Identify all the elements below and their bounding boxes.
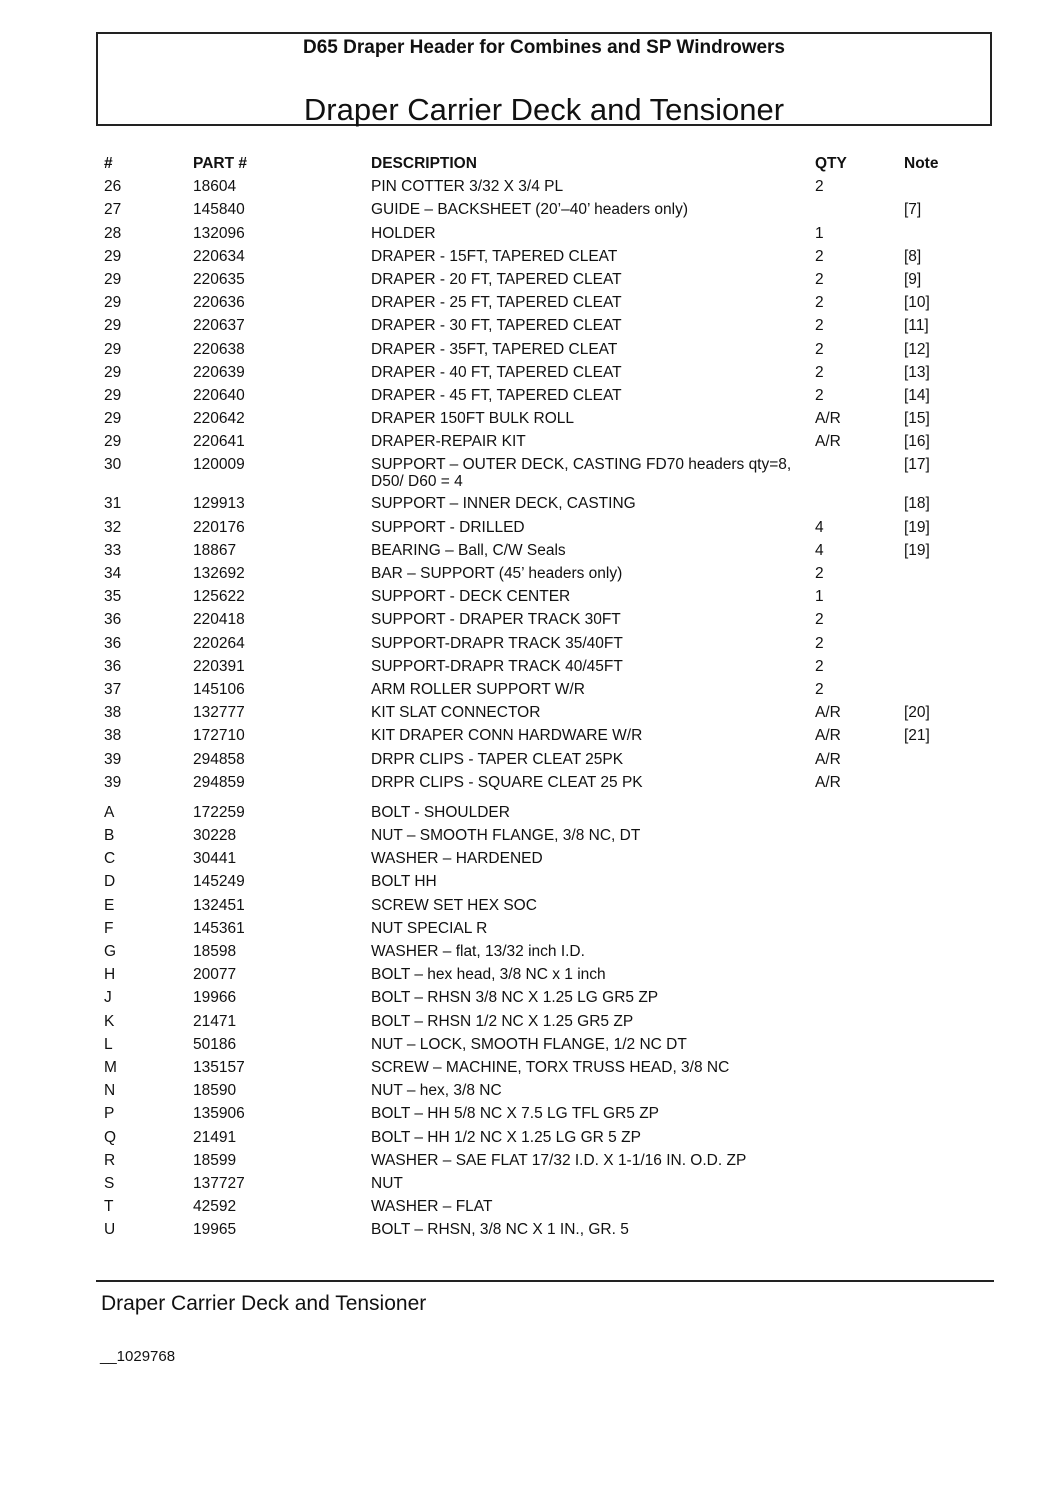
table-row [104,704,984,727]
part-number: 220639 [193,363,245,381]
part-number: 18604 [193,178,237,196]
description: NUT – LOCK, SMOOTH FLANGE, 1/2 NC DT [371,1035,687,1053]
description: KIT SLAT CONNECTOR [371,704,541,722]
note: [11] [904,317,929,335]
table-row [104,1221,984,1244]
note: [21] [904,727,930,745]
part-number: 145249 [193,873,245,891]
quantity: 2 [815,657,824,675]
part-number: 120009 [193,456,245,474]
row-number: Q [104,1128,117,1146]
row-number: 37 [104,680,122,698]
column-header-number: # [104,155,113,172]
row-number: 29 [104,294,122,312]
row-number: 36 [104,657,122,675]
description: SUPPORT - DRILLED [371,518,525,536]
part-number: 172710 [193,727,245,745]
description: WASHER – FLAT [371,1198,493,1216]
part-number: 135906 [193,1105,245,1123]
table-row [104,542,984,565]
row-number: 27 [104,201,122,219]
row-number: B [104,827,115,845]
row-number: 31 [104,495,122,513]
row-number: 29 [104,317,122,335]
part-number: 129913 [193,495,245,513]
table-row [104,1013,984,1036]
quantity: 1 [815,224,824,242]
description: WASHER – SAE FLAT 17/32 I.D. X 1-1/16 IN. O.D. ZP [371,1151,747,1169]
part-number: 145106 [193,680,245,698]
description: BAR – SUPPORT (45’ headers only) [371,565,623,582]
row-number: 36 [104,634,122,652]
row-number: 39 [104,773,122,791]
description: BOLT – hex head, 3/8 NC x 1 inch [371,966,606,984]
description: DRAPER - 15FT, TAPERED CLEAT [371,247,618,265]
row-number: S [104,1174,115,1192]
part-number: 125622 [193,588,245,606]
quantity: 2 [815,317,824,335]
part-number: 220634 [193,247,245,265]
description: SCREW SET HEX SOC [371,896,537,914]
description: DRAPER - 35FT, TAPERED CLEAT [371,340,618,358]
table-row [104,774,984,797]
row-number: 32 [104,518,122,536]
note: [19] [904,541,930,559]
part-number: 18598 [193,943,237,960]
row-number: A [104,803,115,821]
quantity: 2 [815,634,824,652]
part-number: 18590 [193,1082,237,1100]
row-number: D [104,873,116,891]
part-number: 132692 [193,565,245,582]
quantity: A/R [815,727,841,745]
row-number: 29 [104,433,122,451]
part-number: 21491 [193,1128,237,1146]
table-row [104,565,984,588]
row-number: 33 [104,541,122,559]
table-row [104,364,984,387]
table-row [104,1129,984,1152]
row-number: 36 [104,611,122,629]
row-number: K [104,1012,115,1030]
table-row [104,1059,984,1082]
part-number: 294859 [193,773,245,791]
note: [14] [904,386,930,404]
footer-code: __1029768 [100,1348,176,1365]
table-row [104,588,984,611]
description: DRAPER - 40 FT, TAPERED CLEAT [371,363,622,381]
note: [10] [904,294,930,312]
column-header-qty: QTY [815,155,847,172]
row-number: 38 [104,727,122,745]
row-number: E [104,896,115,914]
row-number: 29 [104,386,122,404]
footer-divider [96,1280,994,1282]
table-row [104,1152,984,1175]
description: HOLDER [371,224,436,242]
part-number: 220391 [193,657,245,675]
description: DRAPER-REPAIR KIT [371,433,526,451]
description: DRAPER - 20 FT, TAPERED CLEAT [371,270,622,288]
row-number: 29 [104,363,122,381]
row-number: 39 [104,750,122,768]
part-number: 220176 [193,518,245,536]
table-row [104,178,984,201]
note: [7] [904,201,922,219]
quantity: 2 [815,178,824,196]
part-number: 220641 [193,433,245,451]
part-number: 132096 [193,224,245,242]
part-number: 50186 [193,1035,237,1053]
column-header-description: DESCRIPTION [371,155,477,172]
description: DRAPER - 30 FT, TAPERED CLEAT [371,317,622,335]
part-number: 42592 [193,1198,237,1216]
description: PIN COTTER 3/32 X 3/4 PL [371,178,564,196]
table-row [104,225,984,248]
description: SCREW – MACHINE, TORX TRUSS HEAD, 3/8 NC [371,1058,730,1076]
note: [16] [904,433,930,451]
table-row [104,943,984,966]
row-number: 29 [104,410,122,428]
part-number: 19966 [193,989,237,1007]
parts-table [104,155,984,1244]
table-row [104,201,984,224]
description: WASHER – HARDENED [371,850,543,868]
table-row [104,433,984,456]
quantity: 1 [815,588,824,606]
row-number: H [104,966,116,984]
row-number: T [104,1198,114,1216]
quantity: A/R [815,773,841,791]
note: [12] [904,340,930,358]
quantity: 2 [815,565,824,582]
table-row [104,1198,984,1221]
description: BOLT – RHSN 1/2 NC X 1.25 GR5 ZP [371,1012,634,1030]
description: DRPR CLIPS - TAPER CLEAT 25PK [371,750,624,768]
description: NUT [371,1174,403,1192]
row-number: 29 [104,340,122,358]
row-number: 35 [104,588,122,606]
description: DRPR CLIPS - SQUARE CLEAT 25 PK [371,773,643,791]
row-number: N [104,1082,116,1100]
description: DRAPER 150FT BULK ROLL [371,410,575,428]
part-number: 21471 [193,1012,237,1030]
table-header-row [104,155,984,178]
row-number: J [104,989,112,1007]
part-number: 220637 [193,317,245,335]
description: BOLT - SHOULDER [371,803,510,821]
table-row [104,1036,984,1059]
note: [15] [904,410,930,428]
column-header-note: Note [904,155,939,172]
note: [18] [904,495,930,513]
table-row [104,387,984,410]
description: SUPPORT – INNER DECK, CASTING [371,495,636,513]
description: NUT – SMOOTH FLANGE, 3/8 NC, DT [371,827,641,845]
table-row [104,1175,984,1198]
part-number: 220635 [193,270,245,288]
description: BEARING – Ball, C/W Seals [371,541,566,559]
part-number: 30228 [193,827,237,845]
description: BOLT HH [371,873,437,891]
part-number: 18867 [193,541,237,559]
table-row [104,611,984,634]
footer-title: Draper Carrier Deck and Tensioner [101,1292,427,1315]
description: NUT – hex, 3/8 NC [371,1082,502,1100]
part-number: 30441 [193,850,237,868]
description: NUT SPECIAL R [371,919,488,937]
quantity: 2 [815,680,824,698]
quantity: A/R [815,410,841,428]
description: BOLT – RHSN 3/8 NC X 1.25 LG GR5 ZP [371,989,659,1007]
part-number: 220642 [193,410,245,428]
quantity: 4 [815,541,824,559]
table-row [104,1082,984,1105]
table-row [104,751,984,774]
table-row [104,410,984,433]
row-number: R [104,1151,116,1169]
quantity: A/R [815,433,841,451]
row-number: 26 [104,178,122,196]
description: SUPPORT-DRAPR TRACK 40/45FT [371,657,623,675]
quantity: 2 [815,386,824,404]
column-header-part: PART # [193,155,247,172]
table-row [104,519,984,542]
part-number: 137727 [193,1174,245,1192]
description: DRAPER - 45 FT, TAPERED CLEAT [371,386,622,404]
part-number: 135157 [193,1058,245,1076]
table-row [104,1105,984,1128]
part-number: 19965 [193,1221,237,1239]
document-subtitle: D65 Draper Header for Combines and SP Windrowers [303,37,785,58]
table-row [104,920,984,943]
description: SUPPORT - DECK CENTER [371,588,571,606]
part-number: 18599 [193,1151,237,1169]
table-body [104,178,984,1244]
part-number: 172259 [193,803,245,821]
quantity: A/R [815,750,841,768]
table-row [104,850,984,873]
table-row [104,966,984,989]
quantity: 4 [815,518,824,536]
table-row [104,317,984,340]
note: [13] [904,363,930,381]
description: KIT DRAPER CONN HARDWARE W/R [371,727,643,745]
note: [19] [904,518,930,536]
table-row [104,271,984,294]
description: BOLT – HH 5/8 NC X 7.5 LG TFL GR5 ZP [371,1105,659,1123]
part-number: 294858 [193,750,245,768]
part-number: 132451 [193,896,245,914]
title-box [96,32,992,126]
row-number: C [104,850,116,868]
part-number: 132777 [193,704,245,722]
description: WASHER – flat, 13/32 inch I.D. [371,943,585,960]
row-number: M [104,1058,117,1076]
table-row [104,804,984,827]
part-number: 145840 [193,201,245,219]
description: SUPPORT-DRAPR TRACK 35/40FT [371,634,623,652]
quantity: 2 [815,247,824,265]
table-row [104,456,984,495]
note: [8] [904,247,922,265]
row-number: F [104,919,114,937]
row-number: 34 [104,565,122,582]
row-number: 38 [104,704,122,722]
row-number: G [104,943,117,960]
description: ARM ROLLER SUPPORT W/R [371,680,585,698]
row-number: 28 [104,224,122,242]
part-number: 220418 [193,611,245,629]
quantity: 2 [815,294,824,312]
table-row [104,658,984,681]
note: [9] [904,270,922,288]
description: DRAPER - 25 FT, TAPERED CLEAT [371,294,622,312]
table-row [104,635,984,658]
table-row [104,727,984,750]
quantity: 2 [815,340,824,358]
table-row [104,681,984,704]
row-number: P [104,1105,115,1123]
part-number: 20077 [193,966,237,984]
description: SUPPORT - DRAPER TRACK 30FT [371,611,621,629]
table-row [104,873,984,896]
note: [20] [904,704,930,722]
table-row [104,294,984,317]
description: GUIDE – BACKSHEET (20’–40’ headers only) [371,201,689,219]
row-number: 29 [104,270,122,288]
row-number: 30 [104,456,122,474]
table-row [104,989,984,1012]
part-number: 220264 [193,634,245,652]
table-row [104,341,984,364]
description: BOLT – RHSN, 3/8 NC X 1 IN., GR. 5 [371,1221,629,1239]
quantity: 2 [815,363,824,381]
quantity: A/R [815,704,841,722]
row-number: 29 [104,247,122,265]
part-number: 220640 [193,386,245,404]
quantity: 2 [815,611,824,629]
part-number: 220638 [193,340,245,358]
description: BOLT – HH 1/2 NC X 1.25 LG GR 5 ZP [371,1128,641,1146]
table-row [104,827,984,850]
row-number: U [104,1221,116,1239]
row-number: L [104,1035,113,1053]
note: [17] [904,456,930,474]
table-row [104,495,984,518]
table-row [104,897,984,920]
part-number: 145361 [193,919,245,937]
document-title: Draper Carrier Deck and Tensioner [303,92,785,127]
table-row [104,248,984,271]
part-number: 220636 [193,294,245,312]
quantity: 2 [815,270,824,288]
description: SUPPORT – OUTER DECK, CASTING FD70 headers qty=8, D50/ D60 = 4 [371,456,792,491]
